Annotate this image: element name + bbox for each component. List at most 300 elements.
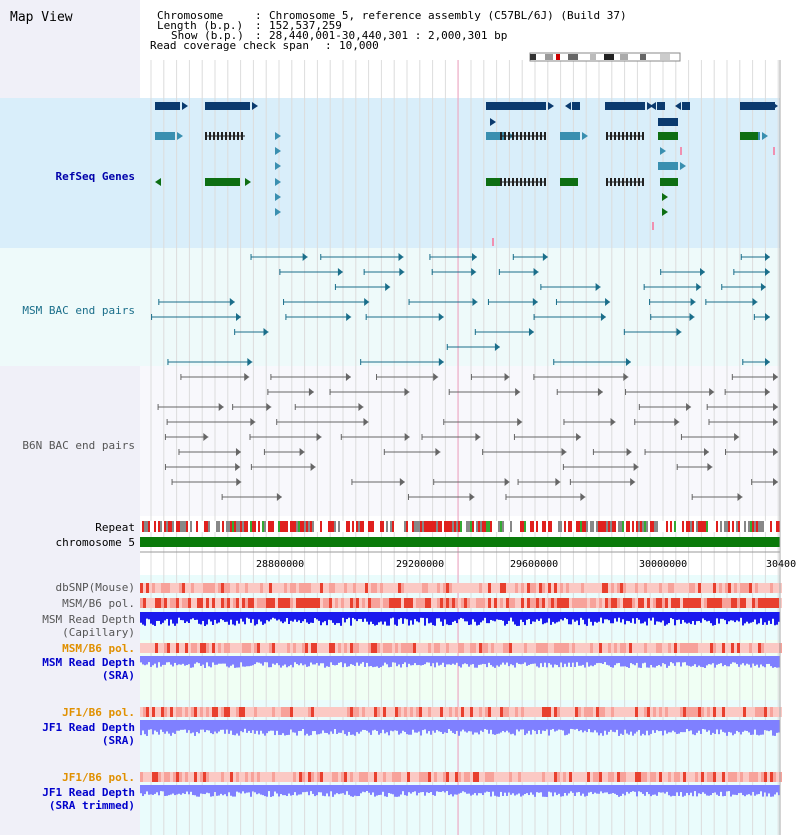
- depth-bar: [382, 785, 384, 792]
- depth-bar: [408, 612, 410, 626]
- depth-bar: [148, 785, 150, 795]
- depth-bar: [372, 720, 374, 730]
- depth-bar: [766, 785, 768, 796]
- depth-bar: [264, 785, 266, 796]
- depth-bar: [304, 656, 306, 664]
- depth-bar: [672, 720, 674, 731]
- depth-bar: [338, 720, 340, 733]
- repeat-segment: [196, 521, 198, 532]
- ideogram-band: [604, 54, 614, 60]
- depth-bar: [272, 612, 274, 618]
- depth-bar: [536, 785, 538, 792]
- polymorphism-cell: [692, 772, 695, 782]
- polymorphism-cell: [329, 643, 332, 653]
- repeat-segment: [752, 521, 754, 532]
- polymorphism-cell: [431, 707, 434, 717]
- depth-bar: [666, 656, 668, 668]
- depth-bar: [188, 656, 190, 664]
- depth-bar: [420, 720, 422, 735]
- track-label-jf1-depth-sra[interactable]: JF1 Read Depth: [42, 721, 135, 734]
- depth-bar: [416, 785, 418, 795]
- depth-bar: [626, 656, 628, 667]
- polymorphism-cell: [224, 772, 227, 782]
- depth-bar: [652, 656, 654, 667]
- polymorphism-cell: [632, 772, 635, 782]
- depth-bar: [522, 720, 524, 729]
- track-label-msm-depth-sra[interactable]: MSM Read Depth: [42, 656, 135, 669]
- repeat-segment: [358, 521, 360, 532]
- depth-bar: [286, 612, 288, 618]
- track-label-msm-depth-capillary[interactable]: MSM Read Depth: [42, 613, 135, 626]
- polymorphism-cell: [191, 598, 194, 608]
- gene-exon: [508, 132, 510, 140]
- depth-bar: [772, 785, 774, 797]
- polymorphism-cell: [236, 598, 239, 608]
- depth-bar: [750, 656, 752, 668]
- depth-bar: [366, 612, 368, 622]
- repeat-segment: [408, 521, 410, 532]
- polymorphism-cell: [188, 583, 191, 593]
- polymorphism-cell: [689, 772, 692, 782]
- polymorphism-cell: [581, 772, 584, 782]
- depth-bar: [690, 785, 692, 793]
- depth-bar: [434, 656, 436, 667]
- depth-bar: [336, 785, 338, 793]
- repeat-segment: [440, 521, 442, 532]
- ideogram-band: [640, 54, 646, 60]
- depth-bar: [212, 720, 214, 734]
- polymorphism-cell: [560, 772, 563, 782]
- polymorphism-cell: [545, 772, 548, 782]
- gene-exon: [610, 132, 612, 140]
- depth-bar: [622, 656, 624, 666]
- polymorphism-cell: [623, 707, 626, 717]
- depth-bar: [168, 785, 170, 795]
- polymorphism-cell: [173, 583, 176, 593]
- track-label-msm-bac[interactable]: MSM BAC end pairs: [22, 304, 135, 317]
- depth-bar: [738, 720, 740, 732]
- depth-bar: [672, 785, 674, 796]
- repeat-segment: [694, 521, 696, 532]
- depth-bar: [708, 612, 710, 621]
- depth-bar: [272, 656, 274, 664]
- polymorphism-cell: [515, 583, 518, 593]
- depth-bar: [662, 612, 664, 621]
- repeat-segment: [544, 521, 546, 532]
- depth-bar: [690, 612, 692, 624]
- polymorphism-cell: [176, 772, 179, 782]
- polymorphism-cell: [281, 643, 284, 653]
- depth-bar: [766, 612, 768, 625]
- gene-exon: [630, 178, 632, 186]
- polymorphism-cell: [776, 598, 779, 608]
- track-label-jf1-pol[interactable]: JF1/B6 pol.: [62, 706, 135, 719]
- depth-bar: [310, 785, 312, 791]
- depth-bar: [356, 612, 358, 621]
- track-label-jf1-depth-trimmed[interactable]: JF1 Read Depth: [42, 786, 135, 799]
- repeat-segment: [232, 521, 234, 532]
- polymorphism-cell: [383, 643, 386, 653]
- repeat-segment: [602, 521, 604, 532]
- track-label-msm-pol[interactable]: MSM/B6 pol.: [62, 597, 135, 610]
- polymorphism-cell: [566, 643, 569, 653]
- polymorphism-cell: [353, 643, 356, 653]
- repeat-segment: [628, 521, 630, 532]
- depth-bar: [460, 612, 462, 618]
- depth-bar: [416, 720, 418, 733]
- depth-bar: [490, 612, 492, 620]
- repeat-segment: [552, 521, 554, 532]
- depth-bar: [444, 720, 446, 732]
- gene-block: [658, 118, 678, 126]
- track-label-refseq[interactable]: RefSeq Genes: [55, 170, 135, 183]
- depth-bar: [204, 656, 206, 668]
- depth-bar: [580, 720, 582, 730]
- repeat-segment: [656, 521, 658, 532]
- depth-bar: [278, 612, 280, 619]
- polymorphism-cell: [587, 772, 590, 782]
- depth-bar: [570, 785, 572, 791]
- depth-bar: [550, 785, 552, 792]
- polymorphism-cell: [344, 772, 347, 782]
- depth-bar: [732, 612, 734, 621]
- depth-bar: [222, 720, 224, 730]
- polymorphism-cell: [260, 643, 263, 653]
- depth-bar: [562, 720, 564, 731]
- polymorphism-cell: [464, 643, 467, 653]
- polymorphism-cell: [320, 707, 323, 717]
- depth-bar: [600, 612, 602, 618]
- depth-bar: [696, 656, 698, 667]
- polymorphism-cell: [704, 707, 707, 717]
- polymorphism-cell: [395, 707, 398, 717]
- depth-bar: [724, 656, 726, 665]
- polymorphism-cell: [719, 583, 722, 593]
- repeat-segment: [144, 521, 146, 532]
- depth-bar: [152, 720, 154, 734]
- polymorphism-cell: [584, 598, 587, 608]
- polymorphism-cell: [608, 772, 611, 782]
- repeat-segment: [406, 521, 408, 532]
- axis-tick-label: 30400: [766, 559, 797, 570]
- gene-exon: [520, 178, 522, 186]
- repeat-segment: [316, 521, 318, 532]
- polymorphism-cell: [149, 598, 152, 608]
- repeat-segment: [284, 521, 286, 532]
- polymorphism-cell: [338, 772, 341, 782]
- depth-bar: [764, 612, 766, 622]
- repeat-segment: [556, 521, 558, 532]
- polymorphism-cell: [500, 772, 503, 782]
- repeat-segment: [526, 521, 528, 532]
- depth-bar: [326, 656, 328, 666]
- polymorphism-cell: [680, 598, 683, 608]
- depth-bar: [386, 785, 388, 797]
- polymorphism-cell: [428, 643, 431, 653]
- polymorphism-cell: [185, 598, 188, 608]
- repeat-segment: [276, 521, 278, 532]
- polymorphism-cell: [656, 643, 659, 653]
- polymorphism-cell: [683, 643, 686, 653]
- polymorphism-cell: [542, 772, 545, 782]
- depth-bar: [414, 785, 416, 791]
- polymorphism-cell: [527, 643, 530, 653]
- depth-bar: [564, 656, 566, 664]
- polymorphism-cell: [470, 643, 473, 653]
- polymorphism-cell: [413, 772, 416, 782]
- depth-bar: [304, 720, 306, 735]
- depth-bar: [202, 656, 204, 665]
- depth-bar: [522, 785, 524, 795]
- depth-bar: [218, 612, 220, 623]
- depth-bar: [532, 785, 534, 795]
- polymorphism-cell: [761, 707, 764, 717]
- depth-bar: [682, 656, 684, 662]
- depth-bar: [444, 612, 446, 619]
- polymorphism-cell: [269, 598, 272, 608]
- polymorphism-cell: [743, 772, 746, 782]
- polymorphism-cell: [215, 583, 218, 593]
- depth-bar: [216, 720, 218, 733]
- polymorphism-cell: [395, 772, 398, 782]
- depth-bar: [478, 612, 480, 625]
- depth-bar: [300, 656, 302, 663]
- depth-bar: [320, 785, 322, 792]
- depth-bar: [200, 656, 202, 666]
- polymorphism-cell: [539, 598, 542, 608]
- polymorphism-cell: [767, 583, 770, 593]
- polymorphism-cell: [776, 583, 779, 593]
- polymorphism-cell: [296, 772, 299, 782]
- depth-bar: [400, 656, 402, 667]
- depth-bar: [168, 612, 170, 626]
- polymorphism-cell: [698, 598, 701, 608]
- depth-bar: [270, 612, 272, 619]
- polymorphism-cell: [611, 598, 614, 608]
- repeat-segment: [674, 521, 676, 532]
- depth-bar: [226, 720, 228, 730]
- depth-bar: [726, 656, 728, 666]
- depth-bar: [424, 785, 426, 796]
- depth-bar: [358, 720, 360, 734]
- depth-bar: [730, 720, 732, 733]
- repeat-segment: [346, 521, 348, 532]
- repeat-segment: [212, 521, 214, 532]
- polymorphism-cell: [656, 772, 659, 782]
- gene-block: [658, 132, 678, 140]
- polymorphism-cell: [551, 583, 554, 593]
- repeat-segment: [706, 521, 708, 532]
- polymorphism-cell: [584, 772, 587, 782]
- polymorphism-cell: [326, 772, 329, 782]
- polymorphism-cell: [341, 583, 344, 593]
- depth-bar: [266, 720, 268, 733]
- polymorphism-cell: [746, 707, 749, 717]
- polymorphism-cell: [488, 598, 491, 608]
- depth-bar: [392, 720, 394, 731]
- depth-bar: [280, 612, 282, 621]
- polymorphism-cell: [593, 707, 596, 717]
- polymorphism-cell: [482, 643, 485, 653]
- polymorphism-cell: [497, 643, 500, 653]
- polymorphism-cell: [704, 583, 707, 593]
- repeat-segment: [648, 521, 650, 532]
- polymorphism-cell: [464, 598, 467, 608]
- polymorphism-cell: [734, 643, 737, 653]
- polymorphism-cell: [365, 598, 368, 608]
- repeat-segment: [368, 521, 370, 532]
- depth-bar: [488, 612, 490, 623]
- repeat-segment: [622, 521, 624, 532]
- polymorphism-cell: [242, 772, 245, 782]
- depth-bar: [572, 720, 574, 729]
- depth-bar: [158, 656, 160, 662]
- depth-bar: [700, 612, 702, 623]
- depth-bar: [364, 785, 366, 792]
- polymorphism-cell: [656, 598, 659, 608]
- repeat-segment: [680, 521, 682, 532]
- depth-bar: [590, 720, 592, 732]
- depth-bar: [348, 720, 350, 732]
- repeat-segment: [630, 521, 632, 532]
- polymorphism-cell: [533, 707, 536, 717]
- repeat-segment: [146, 521, 148, 532]
- polymorphism-cell: [152, 598, 155, 608]
- depth-bar: [356, 720, 358, 732]
- polymorphism-cell: [620, 643, 623, 653]
- polymorphism-cell: [566, 772, 569, 782]
- depth-bar: [692, 720, 694, 734]
- depth-bar: [562, 612, 564, 620]
- chromosome-label: Chromosome: [157, 9, 224, 22]
- polymorphism-cell: [254, 643, 257, 653]
- repeat-segment: [186, 521, 188, 532]
- depth-bar: [144, 656, 146, 665]
- depth-bar: [734, 720, 736, 734]
- depth-bar: [142, 720, 144, 730]
- depth-bar: [452, 785, 454, 796]
- polymorphism-cell: [647, 772, 650, 782]
- gene-exon: [634, 178, 636, 186]
- depth-bar: [382, 720, 384, 730]
- depth-bar: [214, 656, 216, 665]
- depth-bar: [438, 720, 440, 731]
- polymorphism-cell: [413, 707, 416, 717]
- polymorphism-cell: [641, 772, 644, 782]
- polymorphism-cell: [230, 707, 233, 717]
- depth-bar: [220, 720, 222, 730]
- depth-bar: [470, 720, 472, 731]
- depth-bar: [618, 785, 620, 797]
- depth-bar: [292, 656, 294, 667]
- depth-bar: [344, 612, 346, 622]
- depth-bar: [350, 656, 352, 664]
- depth-bar: [636, 656, 638, 663]
- depth-bar: [728, 785, 730, 791]
- repeat-segment: [600, 521, 602, 532]
- depth-bar: [222, 612, 224, 620]
- depth-bar: [394, 720, 396, 730]
- depth-bar: [164, 720, 166, 734]
- depth-bar: [540, 785, 542, 792]
- depth-bar: [438, 656, 440, 666]
- depth-bar: [550, 656, 552, 665]
- polymorphism-cell: [167, 583, 170, 593]
- depth-bar: [726, 612, 728, 624]
- repeat-segment: [364, 521, 366, 532]
- polymorphism-cell: [683, 772, 686, 782]
- polymorphism-cell: [335, 583, 338, 593]
- polymorphism-cell: [662, 583, 665, 593]
- gene-exon: [237, 132, 239, 140]
- polymorphism-cell: [155, 598, 158, 608]
- polymorphism-cell: [275, 643, 278, 653]
- depth-bar: [710, 656, 712, 665]
- repeat-segment: [708, 521, 710, 532]
- track-label-msm-pol-sra[interactable]: MSM/B6 pol.: [62, 642, 135, 655]
- depth-bar: [608, 612, 610, 620]
- depth-bar: [150, 612, 152, 624]
- polymorphism-cell: [509, 707, 512, 717]
- depth-bar: [308, 656, 310, 666]
- depth-bar: [394, 612, 396, 625]
- repeat-segment: [354, 521, 356, 532]
- polymorphism-cell: [593, 583, 596, 593]
- depth-bar: [548, 656, 550, 663]
- polymorphism-cell: [200, 707, 203, 717]
- depth-bar: [152, 785, 154, 795]
- depth-bar: [170, 720, 172, 736]
- depth-bar: [456, 720, 458, 731]
- polymorphism-cell: [158, 707, 161, 717]
- depth-bar: [390, 720, 392, 731]
- depth-bar: [704, 785, 706, 794]
- polymorphism-cell: [653, 598, 656, 608]
- polymorphism-cell: [218, 643, 221, 653]
- depth-bar: [346, 785, 348, 791]
- repeat-segment: [558, 521, 560, 532]
- depth-bar: [740, 656, 742, 665]
- polymorphism-cell: [572, 583, 575, 593]
- track-label-dbsnp[interactable]: dbSNP(Mouse): [55, 581, 135, 594]
- polymorphism-cell: [731, 707, 734, 717]
- polymorphism-cell: [461, 583, 464, 593]
- polymorphism-cell: [410, 643, 413, 653]
- depth-bar: [384, 785, 386, 796]
- depth-bar: [312, 612, 314, 623]
- polymorphism-cell: [524, 583, 527, 593]
- repeat-segment: [454, 521, 456, 532]
- depth-bar: [380, 720, 382, 733]
- polymorphism-cell: [614, 598, 617, 608]
- depth-bar: [570, 612, 572, 624]
- repeat-segment: [776, 521, 778, 532]
- repeat-segment: [658, 521, 660, 532]
- depth-bar: [280, 656, 282, 668]
- depth-bar: [412, 656, 414, 665]
- region-info: [150, 9, 627, 158]
- polymorphism-cell: [524, 643, 527, 653]
- track-label-jf1-pol-2[interactable]: JF1/B6 pol.: [62, 771, 135, 784]
- depth-bar: [744, 656, 746, 665]
- polymorphism-cell: [263, 583, 266, 593]
- depth-bar: [296, 720, 298, 736]
- track-label-b6n-bac[interactable]: B6N BAC end pairs: [22, 439, 135, 452]
- depth-bar: [670, 656, 672, 662]
- depth-bar: [736, 785, 738, 795]
- polymorphism-cell: [296, 643, 299, 653]
- depth-bar: [530, 720, 532, 735]
